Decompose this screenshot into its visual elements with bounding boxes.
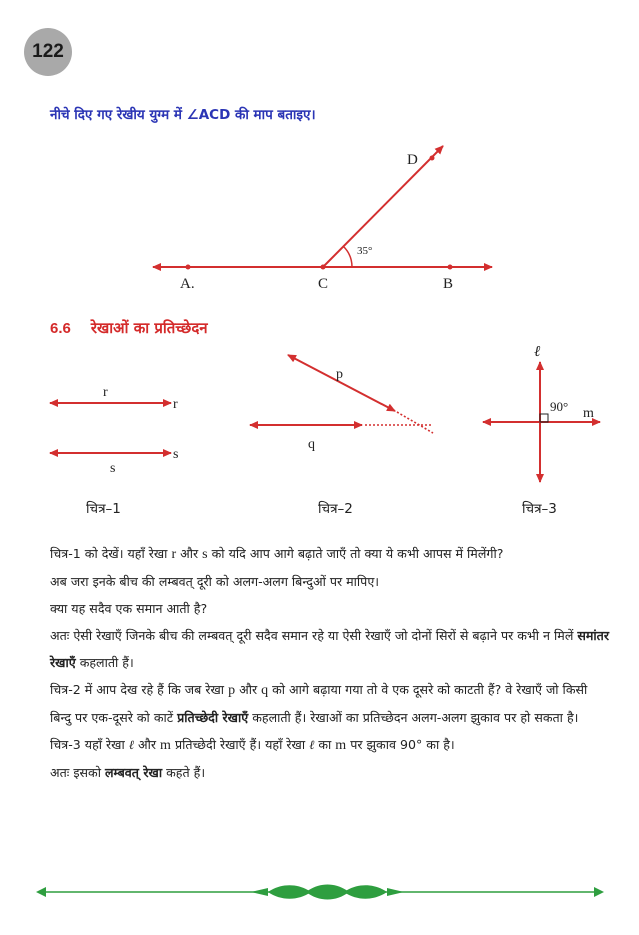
term-intersecting-lines: प्रतिच्छेदी रेखाएँ <box>177 710 249 725</box>
figure-2-caption: चित्र–2 <box>318 501 353 517</box>
figure-1-caption: चित्र–1 <box>86 501 121 517</box>
label-d: D <box>407 152 418 168</box>
paragraph-2: अब जरा इनके बीच की लम्बवत् दूरी को अलग-अलग बिन्दुओं पर मापिए। <box>50 574 380 589</box>
label-r-end: r <box>173 397 178 412</box>
line-p-extension <box>397 412 433 433</box>
question-text: नीचे दिए गए रेखीय युग्म में ∠ACD की माप बताइए। <box>50 107 316 123</box>
paragraph-7: अतः इसको लम्बवत् रेखा कहते हैं। <box>50 765 206 780</box>
label-q: q <box>308 437 315 452</box>
section-title: रेखाओं का प्रतिच्छेदन <box>90 319 208 337</box>
label-c: C <box>318 276 329 292</box>
label-r-top: r <box>103 385 108 400</box>
point-a <box>186 265 191 270</box>
label-m: m <box>583 406 594 421</box>
paragraph-4: अतः ऐसी रेखाएँ जिनके बीच की लम्बवत् दूरी सदैव समान रहे या ऐसी रेखाएँ जो दोनों सिरों से बढ़ाने पर कभी न मिलें समांतर रेखाएँ कहलाती हैं। <box>50 628 610 670</box>
angle-arc <box>344 247 353 268</box>
figure-3-perpendicular-lines <box>475 340 615 490</box>
figure-3-caption: चित्र–3 <box>522 501 557 517</box>
paragraph-3: क्या यह सदैव एक समान आती है? <box>50 601 208 616</box>
label-l: ℓ <box>534 344 541 360</box>
term-parallel-lines: समांतर रेखाएँ <box>50 628 610 670</box>
paragraph-6: चित्र-3 यहाँ रेखा ℓ और m प्रतिच्छेदी रेखाएँ हैं। यहाँ रेखा ℓ का m पर झुकाव 90° का है। <box>50 737 455 753</box>
point-d <box>430 156 435 161</box>
term-perpendicular-line: लम्बवत् रेखा <box>104 765 163 780</box>
page-number: 122 <box>32 41 64 62</box>
paragraph-5: चित्र-2 में आप देख रहे हैं कि जब रेखा p और q को आगे बढ़ाया गया तो वे एक दूसरे को काटती हैं? वे रेखाएँ जो किसी बिन्दु पर एक-दूसरे को काटें प्रतिच्छेदी रेखाएँ कहलाती हैं। रेखाओं का प्रतिच्छेदन अलग-अलग झुकाव पर हो सकता है। <box>50 682 588 725</box>
linear-pair-figure <box>0 130 639 300</box>
figure-2-intersecting-lines <box>240 345 450 455</box>
ray-cd <box>323 146 443 267</box>
point-b <box>448 265 453 270</box>
section-heading <box>50 318 208 338</box>
body-text <box>50 540 610 786</box>
line-p <box>288 355 395 411</box>
label-a: A. <box>180 276 195 292</box>
label-b: B <box>443 276 454 292</box>
paragraph-1: चित्र-1 को देखें। यहाँ रेखा r और s को यदि आप आगे बढ़ाते जाएँ तो क्या ये कभी आपस में मिलेंगी? <box>50 546 504 562</box>
label-angle: 90° <box>550 399 569 414</box>
point-c <box>321 265 326 270</box>
angle-label: 35° <box>357 245 373 257</box>
page-number-badge <box>24 28 72 76</box>
section-number: 6.6 <box>50 320 71 337</box>
figure-1-parallel-lines <box>0 380 220 480</box>
label-s-end: s <box>173 447 179 462</box>
label-s-bottom: s <box>110 461 116 476</box>
decorative-divider <box>36 880 604 904</box>
right-angle-mark <box>540 414 548 422</box>
label-p: p <box>336 367 343 382</box>
